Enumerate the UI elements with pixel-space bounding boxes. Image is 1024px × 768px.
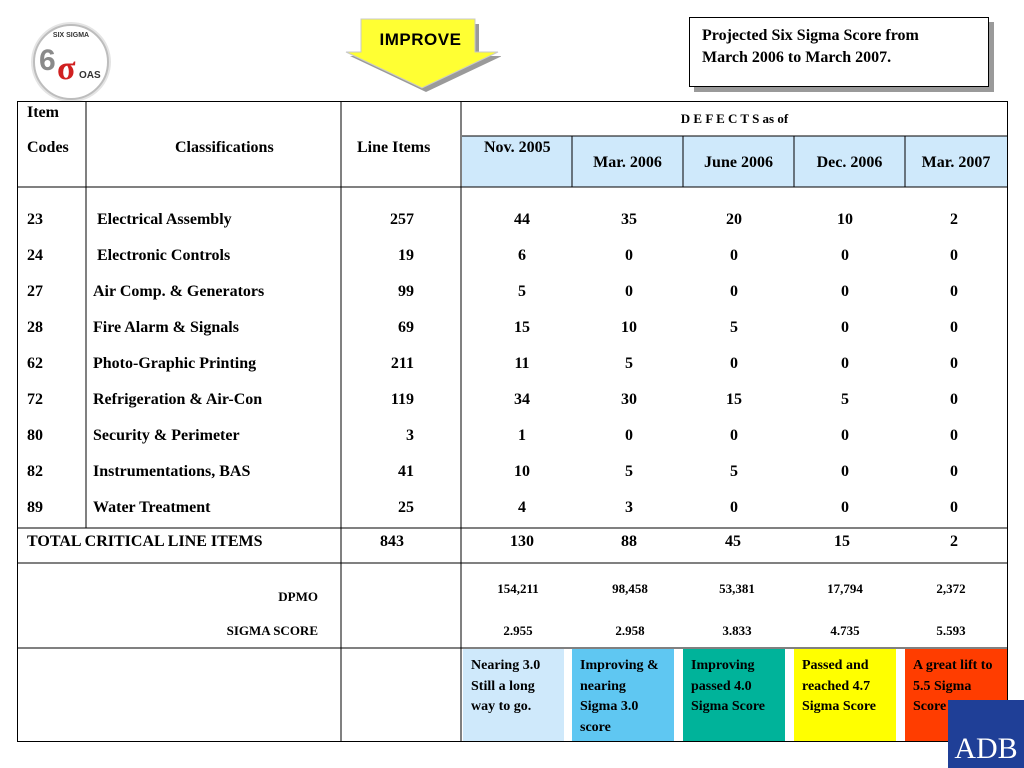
header-dec-2006: Dec. 2006: [816, 154, 883, 171]
row-line-items: 99: [398, 283, 414, 300]
status-note: Improving & nearing Sigma 3.0 score: [580, 658, 659, 735]
total-mar-2006: 88: [621, 533, 637, 550]
row-defect-value: 34: [514, 391, 530, 408]
row-defect-value: 0: [950, 355, 958, 372]
row-defect-value: 0: [950, 463, 958, 480]
logo-six: 6: [39, 44, 56, 77]
sigma-score-value: 2.955: [503, 623, 533, 638]
sigma-score-label: SIGMA SCORE: [226, 623, 318, 638]
row-defect-value: 0: [730, 427, 738, 444]
row-defect-value: 5: [625, 355, 633, 372]
row-defect-value: 44: [514, 211, 530, 228]
row-defect-value: 10: [837, 211, 853, 228]
row-classification: Electrical Assembly: [93, 211, 232, 228]
dpmo-value: 98,458: [612, 581, 648, 596]
row-defect-value: 0: [950, 499, 958, 516]
row-defect-value: 30: [621, 391, 637, 408]
improve-label: IMPROVE: [379, 30, 462, 49]
row-line-items: 119: [390, 391, 414, 408]
status-note: Passed and reached 4.7 Sigma Score: [802, 658, 877, 714]
sigma-score-value: 3.833: [722, 623, 752, 638]
header-nov-2005: Nov. 2005: [484, 139, 551, 156]
row-defect-value: 0: [730, 355, 738, 372]
row-classification: Photo-Graphic Printing: [93, 355, 257, 372]
row-defect-value: 0: [950, 427, 958, 444]
row-line-items: 211: [390, 355, 414, 372]
row-defect-value: 0: [841, 247, 849, 264]
row-defect-value: 0: [950, 391, 958, 408]
row-defect-value: 0: [730, 247, 738, 264]
sigma-score-value: 2.958: [615, 623, 645, 638]
row-defect-value: 0: [730, 283, 738, 300]
row-classification: Electronic Controls: [93, 247, 231, 264]
row-defect-value: 0: [950, 247, 958, 264]
dpmo-label: DPMO: [278, 589, 318, 604]
logo-sigma: σ: [57, 50, 76, 87]
dpmo-value: 17,794: [827, 581, 863, 596]
row-code: 28: [27, 319, 43, 336]
callout-line-1: Projected Six Sigma Score from: [702, 27, 919, 44]
row-defect-value: 6: [518, 247, 526, 264]
logo-oas: OAS: [79, 70, 101, 81]
row-line-items: 19: [398, 247, 414, 264]
header-line-items: Line Items: [357, 139, 431, 156]
row-defect-value: 0: [841, 427, 849, 444]
row-defect-value: 0: [841, 283, 849, 300]
row-code: 27: [27, 283, 43, 300]
row-defect-value: 0: [625, 427, 633, 444]
row-classification: Air Comp. & Generators: [93, 283, 265, 300]
row-defect-value: 0: [625, 283, 633, 300]
callout-line-2: March 2006 to March 2007.: [702, 49, 892, 66]
row-defect-value: 0: [950, 283, 958, 300]
row-defect-value: 0: [625, 247, 633, 264]
row-defect-value: 5: [730, 463, 738, 480]
row-line-items: 69: [398, 319, 414, 336]
total-dec-2006: 15: [834, 533, 850, 550]
dpmo-value: 154,211: [497, 581, 539, 596]
row-defect-value: 5: [625, 463, 633, 480]
row-defect-value: 0: [841, 319, 849, 336]
row-defect-value: 1: [518, 427, 526, 444]
status-note: Nearing 3.0 Still a long way to go.: [471, 658, 541, 714]
header-defects-as-of: D E F E C T S as of: [680, 111, 789, 126]
row-defect-value: 11: [514, 355, 530, 372]
row-defect-value: 0: [841, 463, 849, 480]
row-classification: Fire Alarm & Signals: [93, 319, 239, 336]
header-june-2006: June 2006: [704, 154, 773, 171]
row-defect-value: 35: [621, 211, 637, 228]
row-classification: Water Treatment: [93, 499, 211, 516]
total-mar-2007: 2: [950, 533, 958, 550]
sigma-score-value: 5.593: [936, 623, 966, 638]
adb-logo: ADB: [948, 700, 1024, 768]
header-item: Item: [27, 104, 59, 121]
row-defect-value: 0: [841, 355, 849, 372]
total-nov-2005: 130: [510, 533, 534, 550]
row-defect-value: 0: [730, 499, 738, 516]
row-classification: Instrumentations, BAS: [93, 463, 251, 480]
row-defect-value: 5: [841, 391, 849, 408]
row-defect-value: 0: [841, 499, 849, 516]
dpmo-value: 53,381: [719, 581, 755, 596]
row-defect-value: 2: [950, 211, 958, 228]
row-classification: Security & Perimeter: [93, 427, 240, 444]
row-defect-value: 5: [518, 283, 526, 300]
row-code: 72: [27, 391, 43, 408]
row-line-items: 3: [406, 427, 414, 444]
dpmo-value: 2,372: [936, 581, 966, 596]
status-note: A great lift to 5.5 Sigma Score: [913, 658, 993, 714]
row-defect-value: 15: [726, 391, 742, 408]
row-code: 23: [27, 211, 43, 228]
row-defect-value: 15: [514, 319, 530, 336]
row-code: 89: [27, 499, 43, 516]
row-defect-value: 10: [621, 319, 637, 336]
header-codes: Codes: [27, 139, 69, 156]
row-classification: Refrigeration & Air-Con: [93, 391, 263, 408]
row-defect-value: 5: [730, 319, 738, 336]
total-june-2006: 45: [725, 533, 741, 550]
row-line-items: 257: [390, 211, 414, 228]
sigma-score-value: 4.735: [830, 623, 860, 638]
row-defect-value: 3: [625, 499, 633, 516]
row-code: 80: [27, 427, 43, 444]
header-classifications: Classifications: [175, 139, 274, 156]
row-line-items: 25: [398, 499, 414, 516]
row-line-items: 41: [398, 463, 414, 480]
row-code: 62: [27, 355, 43, 372]
logo-top-text: SIX SIGMA: [52, 32, 90, 39]
row-defect-value: 4: [518, 499, 526, 516]
header-mar-2006: Mar. 2006: [593, 154, 662, 171]
row-code: 24: [27, 247, 43, 264]
row-defect-value: 0: [950, 319, 958, 336]
row-code: 82: [27, 463, 43, 480]
row-defect-value: 20: [726, 211, 742, 228]
status-note: Improving passed 4.0 Sigma Score: [691, 658, 766, 714]
total-line-items: 843: [380, 533, 404, 550]
row-defect-value: 10: [514, 463, 530, 480]
header-mar-2007: Mar. 2007: [921, 154, 991, 171]
total-label: TOTAL CRITICAL LINE ITEMS: [27, 533, 263, 550]
